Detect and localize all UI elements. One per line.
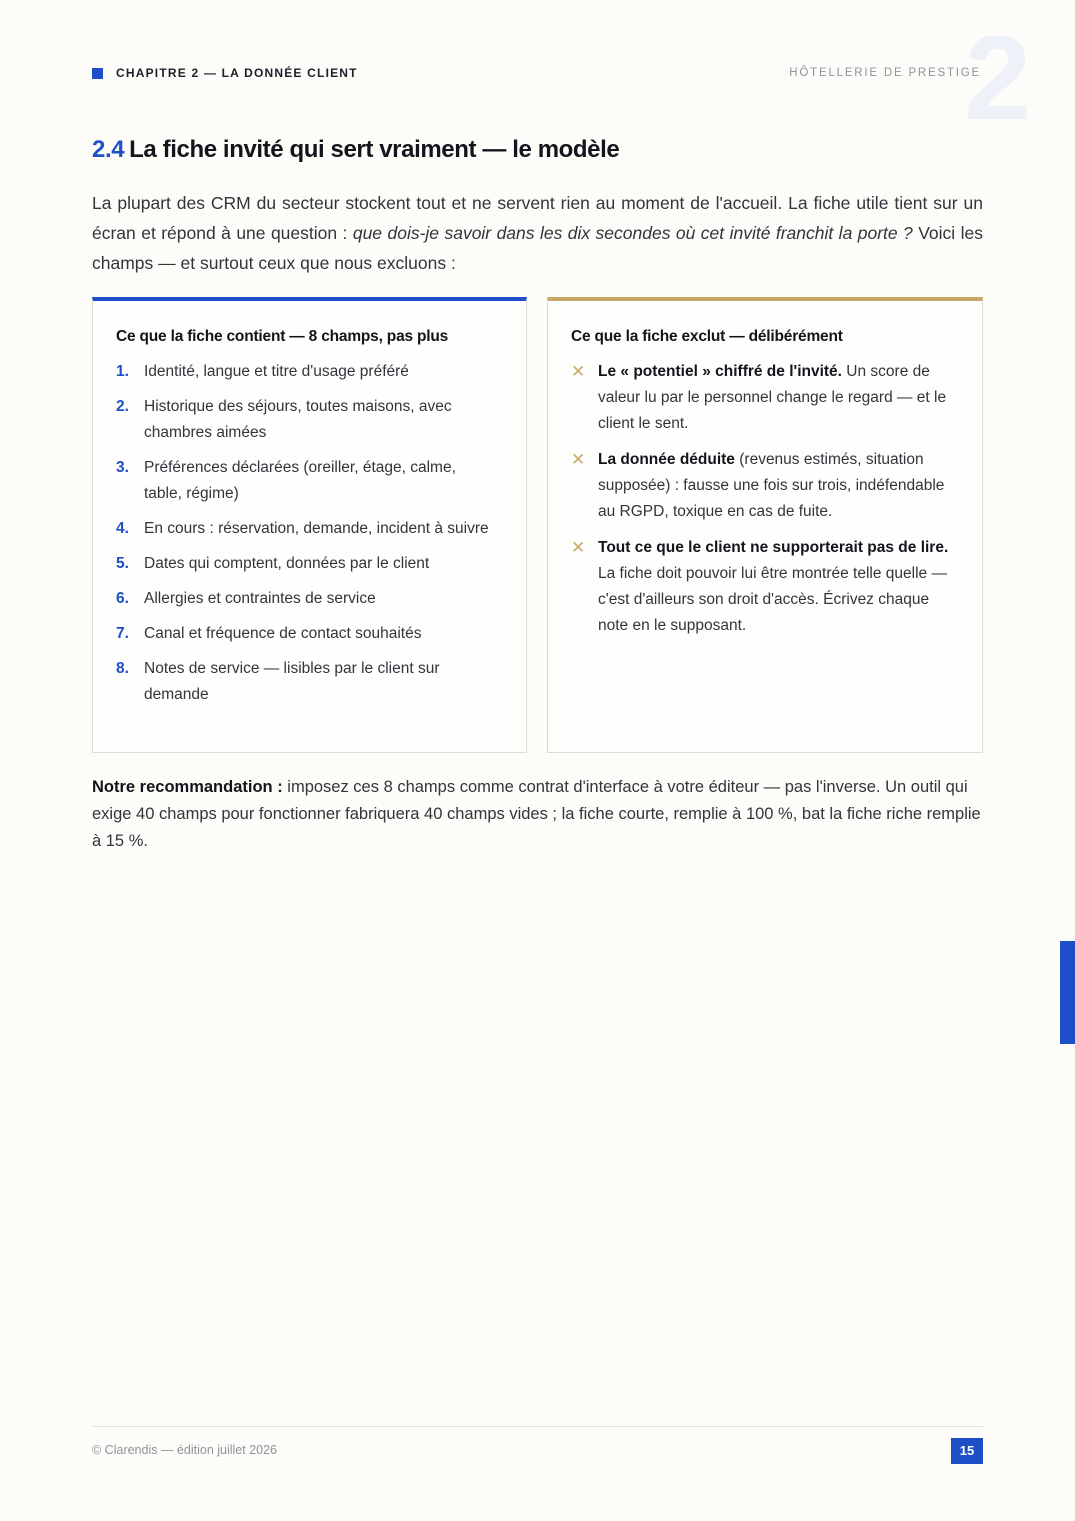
list-item [116, 394, 491, 446]
section-title-text: La fiche invité qui sert vraiment — le modèle [129, 136, 620, 163]
list-item [571, 535, 963, 639]
list-item [571, 447, 963, 525]
list-item-text: Allergies et contraintes de service [144, 590, 376, 607]
list-item-number: 2. [116, 398, 129, 415]
chapter-marker-square [92, 68, 103, 79]
cross-icon: ✕ [571, 538, 586, 557]
list-item [116, 551, 491, 577]
list-item-number: 8. [116, 660, 129, 677]
list-item [116, 621, 491, 647]
list-item [571, 359, 963, 437]
list-item-text: Un score de valeur lu par le personnel change le regard — et le client le sent. [598, 363, 947, 432]
list-item-text: Préférences déclarées (oreiller, étage, calme, table, régime) [144, 459, 456, 502]
list-item-text: Dates qui comptent, données par le client [144, 555, 430, 572]
recommendation-label: Notre recommandation : [92, 778, 283, 796]
list-item [116, 586, 491, 612]
chapter-big-number: 2 [964, 11, 1029, 145]
list-item-text: (revenus estimés, situation supposée) : fausse une fois sur trois, indéfendable au RGPD, toxique en cas de fuite. [598, 451, 945, 520]
excludes-card-title: Ce que la fiche exclut — délibérément [571, 328, 843, 345]
recommendation-paragraph [92, 774, 983, 855]
list-item-text: Historique des séjours, toutes maisons, avec chambres aimées [144, 398, 452, 441]
list-item-number: 6. [116, 590, 129, 607]
list-item [116, 455, 491, 507]
footer-copyright: © Clarendis — édition juillet 2026 [92, 1443, 278, 1457]
list-item [116, 516, 491, 542]
list-item-number: 5. [116, 555, 129, 572]
contains-card [92, 297, 527, 753]
list-item-lead: La donnée déduite [598, 451, 735, 468]
list-item-text: Canal et fréquence de contact souhaités [144, 625, 422, 642]
chapter-side-tab [1060, 941, 1075, 1044]
section-title [92, 136, 619, 164]
list-item-number: 3. [116, 459, 129, 476]
list-item-lead: Tout ce que le client ne supporterait pas de lire. [598, 539, 949, 556]
recommendation-text: imposez ces 8 champs comme contrat d'interface à votre éditeur — pas l'inverse. Un outil qui exige 40 champs pour fonctionner fabriquera 40 champs vides ; la fiche courte, remplie à 100 %, bat la fiche riche remplie à 15 %. [92, 778, 981, 850]
list-item-text: La fiche doit pouvoir lui être montrée telle quelle — c'est d'ailleurs son droit d'accès. Écrivez chaque note en le supposant. [598, 565, 947, 634]
chapter-label: CHAPITRE 2 — LA DONNÉE CLIENT [116, 66, 358, 80]
list-item [116, 656, 491, 708]
intro-paragraph [92, 188, 983, 278]
list-item-text: En cours : réservation, demande, incident à suivre [144, 520, 489, 537]
contains-card-title: Ce que la fiche contient — 8 champs, pas plus [116, 328, 449, 345]
section-number: 2.4 [92, 136, 125, 163]
footer-divider [92, 1426, 983, 1427]
intro-text-2: Voici les champs — et surtout ceux que nous excluons : [92, 223, 983, 273]
list-item-text: Identité, langue et titre d'usage préféré [144, 363, 409, 380]
excludes-list [571, 359, 963, 649]
cross-icon: ✕ [571, 450, 586, 469]
cross-icon: ✕ [571, 362, 586, 381]
list-item-lead: Le « potentiel » chiffré de l'invité. [598, 363, 842, 380]
excludes-card [547, 297, 983, 753]
contains-list [116, 359, 491, 717]
page-number-badge: 15 [951, 1438, 983, 1464]
intro-question: que dois-je savoir dans les dix secondes où cet invité franchit la porte ? [352, 223, 913, 243]
sector-label: HÔTELLERIE DE PRESTIGE [789, 67, 981, 79]
list-item-number: 7. [116, 625, 129, 642]
list-item-text: Notes de service — lisibles par le client sur demande [144, 660, 440, 703]
list-item [116, 359, 491, 385]
intro-text-1: La plupart des CRM du secteur stockent tout et ne servent rien au moment de l'accueil. La fiche utile tient sur un écran et répond à une question : [92, 193, 983, 243]
list-item-number: 4. [116, 520, 129, 537]
list-item-number: 1. [116, 363, 129, 380]
